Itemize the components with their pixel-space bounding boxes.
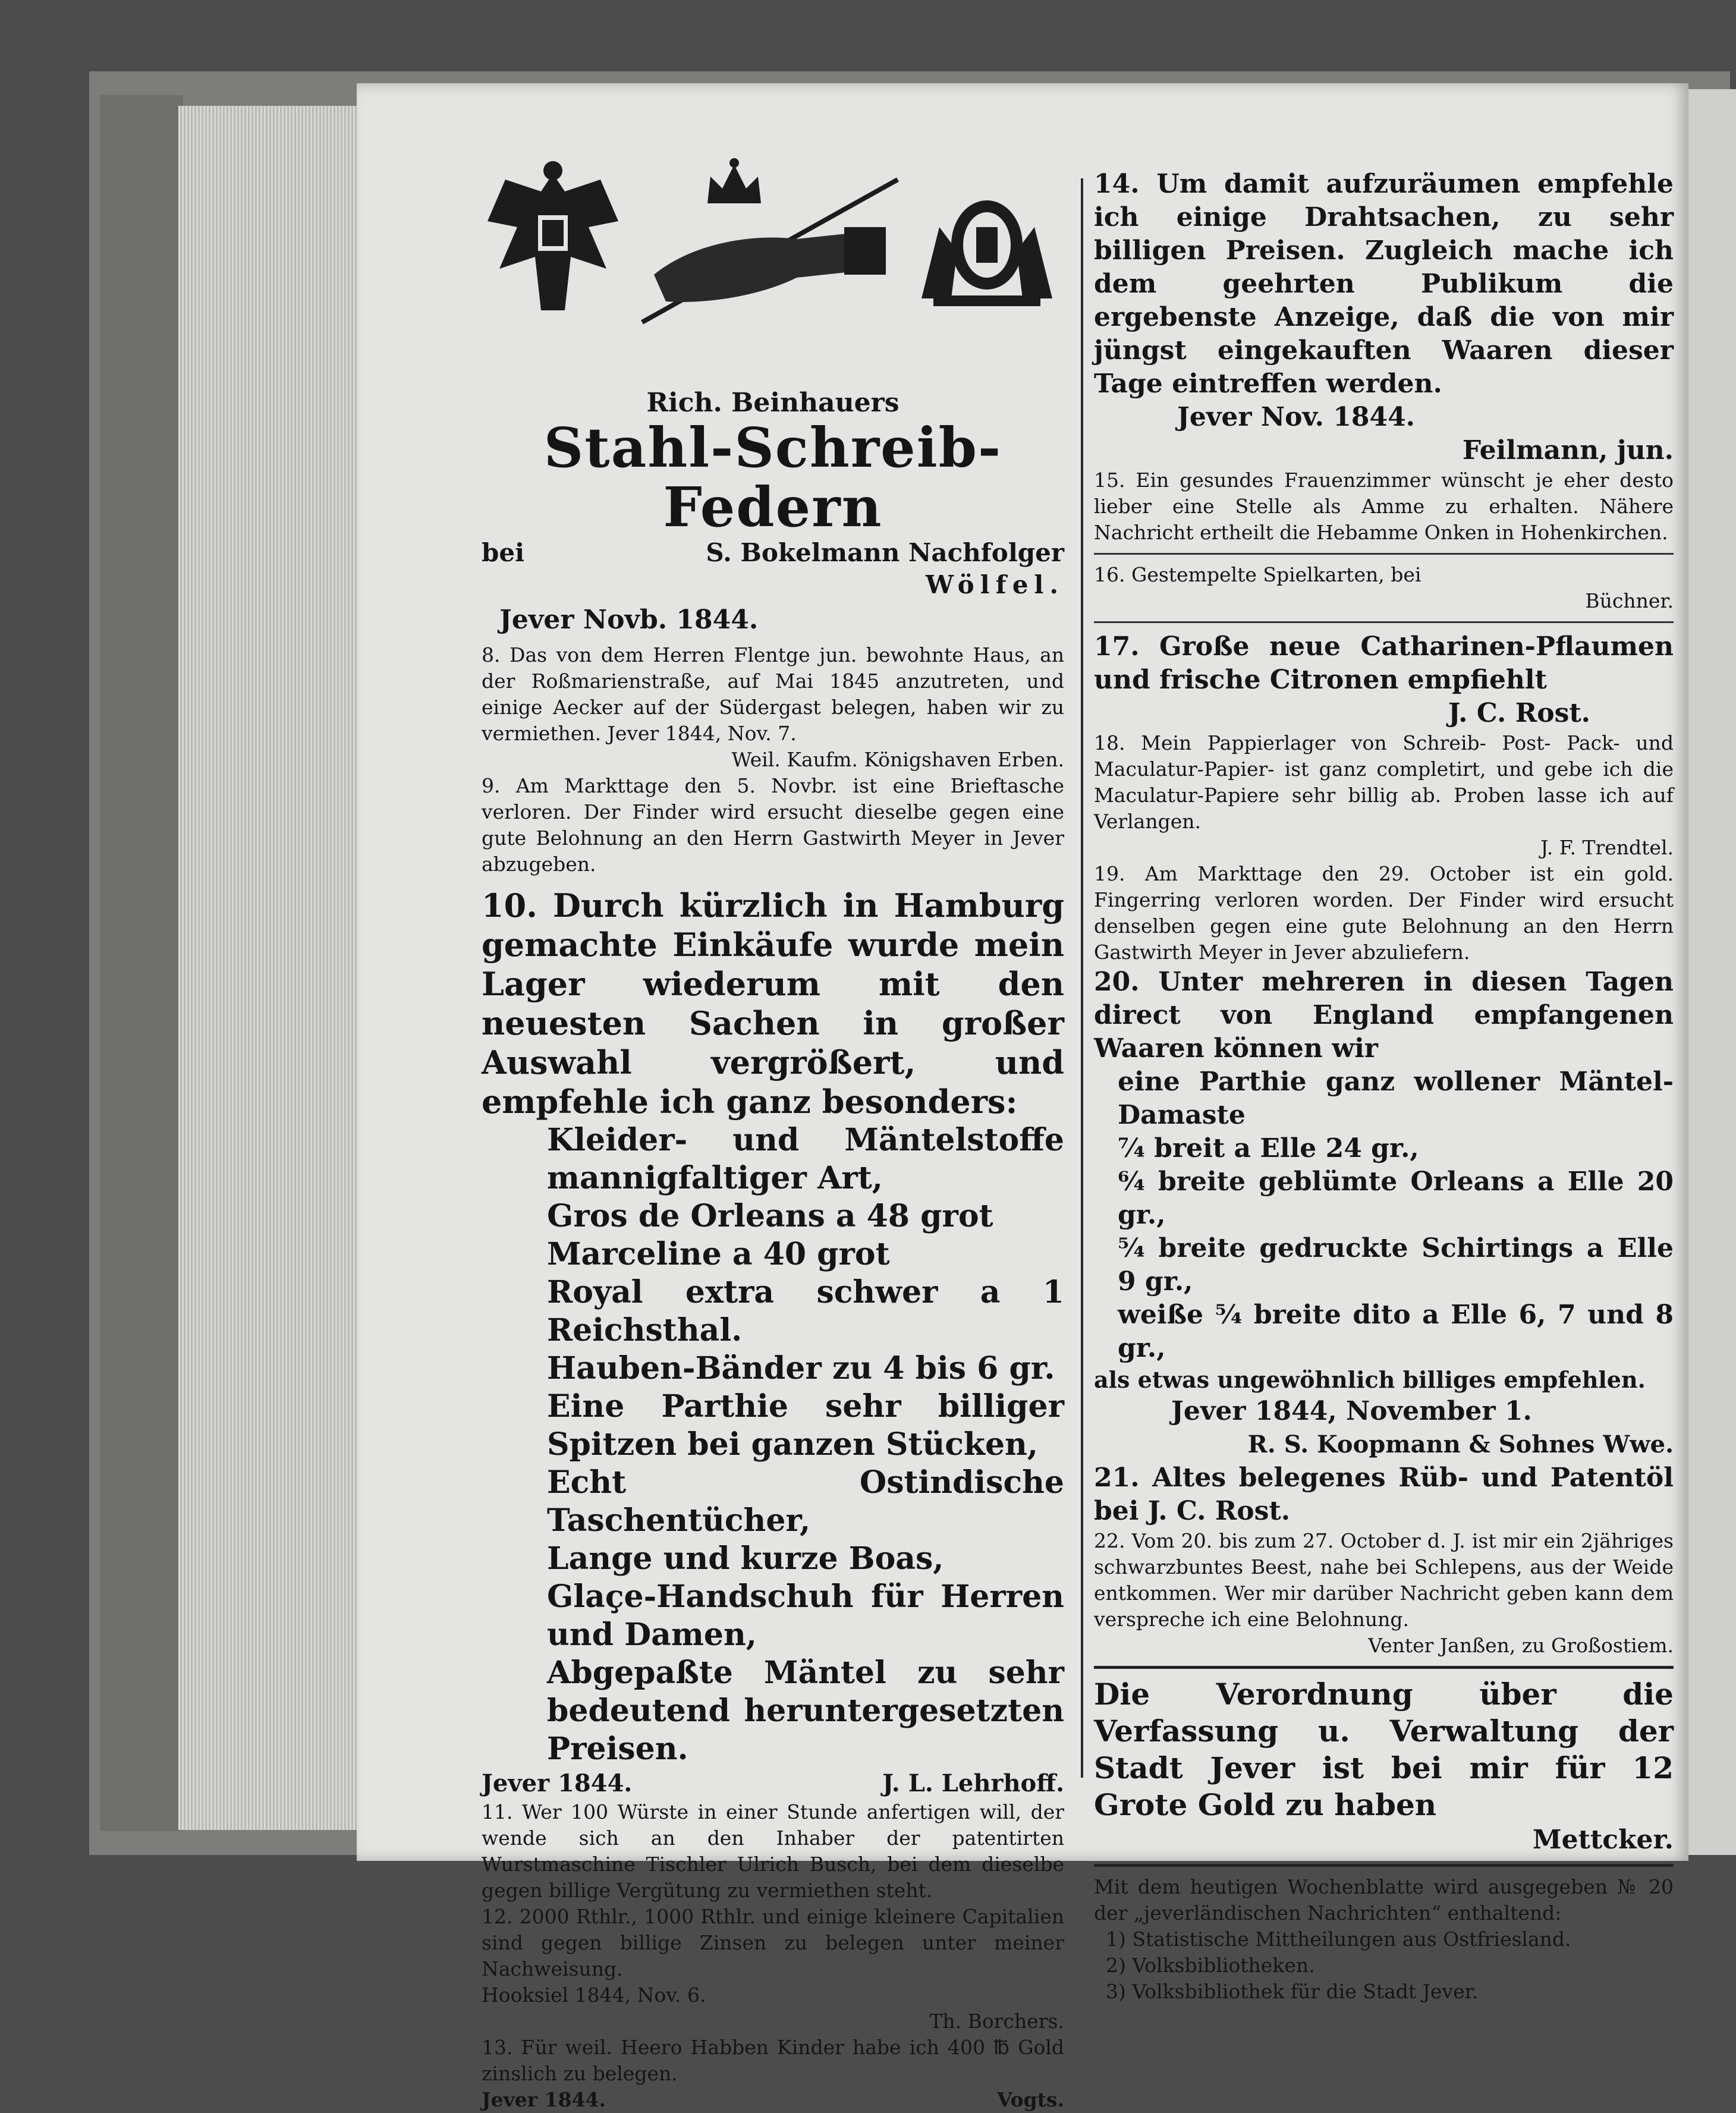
masthead-name: Rich. Beinhauers bbox=[646, 388, 900, 418]
masthead-date: Jever Novb. 1844. bbox=[499, 605, 759, 635]
list-item: Glaçe-Handschuh für Herren und Damen, bbox=[547, 1579, 1064, 1653]
notice-22: 22. Vom 20. bis zum 27. October d. J. ist mir ein 2jähriges schwarzbuntes Beest, nahe bei Schlepens, aus der Weide entkommen. Wer mir darüber Nachricht geben kann dem verspreche ich eine Belohnung. bbox=[1094, 1529, 1674, 1631]
notice-9: 9. Am Markttage den 5. Novbr. ist eine Brieftasche verloren. Der Finder wird ersucht dieselbe gegen eine gute Belohnung an den Herrn Gastwirth Meyer in Jever abzugeben. bbox=[482, 774, 1064, 876]
masthead-bei: bei bbox=[482, 538, 525, 567]
list-item: Royal extra schwer a 1 Reichsthal. bbox=[547, 1274, 1064, 1348]
masthead-title: Stahl-Schreib-Federn bbox=[543, 416, 1002, 539]
list-item: Gros de Orleans a 48 grot bbox=[547, 1198, 993, 1234]
left-column bbox=[482, 156, 1064, 2113]
list-item: eine Parthie ganz wollener Mäntel-Damaste bbox=[1118, 1067, 1674, 1130]
list-item: 2) Volksbibliotheken. bbox=[1106, 1954, 1315, 1977]
writing-hand-icon bbox=[618, 174, 904, 328]
notice-10-place: Jever 1844. bbox=[482, 1769, 633, 1797]
list-item: Hauben-Bänder zu 4 bis 6 gr. bbox=[547, 1350, 1055, 1386]
notice-21: 21. Altes belegenes Rüb- und Patentöl bei J. C. Rost. bbox=[1094, 1463, 1674, 1526]
list-item: weiße ⁵⁄₄ breite dito a Elle 6, 7 und 8 gr., bbox=[1118, 1300, 1674, 1363]
notice-12-place: Hooksiel 1844, Nov. 6. bbox=[482, 1983, 706, 2007]
notice-10-signature: J. L. Lehrhoff. bbox=[882, 1769, 1064, 1797]
masthead-seller: S. Bokelmann Nachfolger bbox=[706, 538, 1064, 567]
notice-16: 16. Gestempelte Spielkarten, bei bbox=[1094, 563, 1421, 586]
divider bbox=[1094, 1864, 1674, 1867]
notice-18-signature: J. F. Trendtel. bbox=[1540, 836, 1674, 859]
cover-board bbox=[100, 95, 183, 1831]
notice-20: 20. Unter mehreren in diesen Tagen direct von England empfangenen Waaren können wir bbox=[1094, 967, 1674, 1064]
divider bbox=[1094, 1666, 1674, 1669]
right-column bbox=[1094, 168, 1674, 2005]
notice-19: 19. Am Markttage den 29. October ist ein gold. Fingerring verloren worden. Der Finder wird ersucht denselben gegen eine gute Belohnung an den Herrn Gastwirth Meyer in Jever abzuliefern. bbox=[1094, 862, 1674, 964]
masthead-seller-row bbox=[482, 537, 1064, 569]
notice-10-signature-row bbox=[482, 1768, 1064, 1799]
verordnung-signature: Mettcker. bbox=[1532, 1825, 1674, 1855]
list-item: 3) Volksbibliothek für die Stadt Jever. bbox=[1106, 1980, 1479, 2003]
list-item: Lange und kurze Boas, bbox=[547, 1540, 944, 1577]
next-page-edge bbox=[1688, 89, 1736, 1855]
notice-8-signature: Weil. Kaufm. Königshaven Erben. bbox=[731, 748, 1064, 771]
notice-15: 15. Ein gesundes Frauenzimmer wünscht je eher desto lieber eine Stelle als Amme zu erhalten. Nähere Nachricht ertheilt die Hebamme Onken in Hohenkirchen. bbox=[1094, 468, 1674, 544]
list-item: ⁷⁄₄ breit a Elle 24 gr., bbox=[1118, 1133, 1419, 1164]
notice-12-signature: Th. Borchers. bbox=[929, 2010, 1064, 2033]
list-item: Echt Ostindische Taschentücher, bbox=[547, 1464, 1064, 1539]
notice-20-tail: als etwas ungewöhnlich billiges empfehlen. bbox=[1094, 1366, 1646, 1393]
list-item: 1) Statistische Mittheilungen aus Ostfriesland. bbox=[1106, 1928, 1571, 1951]
notice-14-signature: Feilmann, jun. bbox=[1462, 435, 1674, 466]
divider bbox=[1094, 621, 1674, 623]
list-item: Abgepaßte Mäntel zu sehr bedeutend heruntergesetzten Preisen. bbox=[547, 1655, 1064, 1767]
notice-11: 11. Wer 100 Würste in einer Stunde anfertigen will, der wende sich an den Inhaber der patentirten Wurstmaschine Tischler Ulrich Busch, bei dem dieselbe gegen billige Vergütung zu vermiethen steht. bbox=[482, 1800, 1064, 1902]
notice-12: 12. 2000 Rthlr., 1000 Rthlr. und einige kleinere Capitalien sind gegen billige Zinsen zu belegen unter meiner Nachweisung. bbox=[482, 1905, 1064, 1980]
double-eagle-emblem-icon bbox=[482, 156, 624, 322]
notice-17-signature: J. C. Rost. bbox=[1448, 698, 1590, 728]
page-edges bbox=[178, 106, 369, 1830]
notice-20-signature: R. S. Koopmann & Sohnes Wwe. bbox=[1247, 1430, 1674, 1458]
masthead bbox=[482, 156, 1064, 382]
notice-10-list bbox=[482, 1121, 1064, 1768]
notice-16-signature: Büchner. bbox=[1585, 589, 1674, 612]
notice-13-signature-row bbox=[482, 2087, 1064, 2113]
notice-22-signature: Venter Janßen, zu Großostiem. bbox=[1368, 1634, 1674, 1657]
notice-13-signature: Vogts. bbox=[997, 2088, 1064, 2111]
footer-intro: Mit dem heutigen Wochenblatte wird ausgegeben № 20 der „jeverländischen Nachrichten“ enthaltend: bbox=[1094, 1875, 1674, 1925]
verordnung-notice: Die Verordnung über die Verfassung u. Verwaltung der Stadt Jever ist bei mir für 12 Grote Gold zu haben bbox=[1094, 1677, 1674, 1822]
masthead-woelfel: Wölfel. bbox=[925, 570, 1064, 599]
notice-17: 17. Große neue Catharinen-Pflaumen und frische Citronen empfiehlt bbox=[1094, 631, 1674, 695]
divider bbox=[1094, 553, 1674, 555]
notice-20-list bbox=[1094, 1065, 1674, 1365]
column-rule bbox=[1081, 178, 1083, 1778]
notice-8: 8. Das von dem Herren Flentge jun. bewohnte Haus, an der Roßmarienstraße, auf Mai 1845 anzutreten, und einige Aecker auf der Südergast belegen, haben wir zu vermiethen. Jever 1844, Nov. 7. bbox=[482, 643, 1064, 745]
notice-20-date: Jever 1844, November 1. bbox=[1171, 1396, 1532, 1426]
list-item: Eine Parthie sehr billiger Spitzen bei ganzen Stücken, bbox=[547, 1388, 1064, 1463]
notice-14: 14. Um damit aufzuräumen empfehle ich einige Drahtsachen, zu sehr billigen Preisen. Zugleich mache ich dem geehrten Publikum die ergebenste Anzeige, daß die von mir jüngst eingekauften Waaren dieser Tage eintreffen werden. bbox=[1094, 169, 1674, 399]
notice-13: 13. Für weil. Heero Habben Kinder habe ich 400 ℔ Gold zinslich zu belegen. bbox=[482, 2036, 1064, 2085]
list-item: ⁶⁄₄ breite geblümte Orleans a Elle 20 gr., bbox=[1118, 1166, 1674, 1230]
list-item: Marceline a 40 grot bbox=[547, 1236, 890, 1272]
list-item: Kleider- und Mäntelstoffe mannigfaltiger Art, bbox=[547, 1122, 1064, 1196]
notice-13-place: Jever 1844. bbox=[482, 2088, 606, 2111]
notice-18: 18. Mein Pappierlager von Schreib- Post- Pack- und Maculatur-Papier- ist ganz completirt, und gebe ich die Maculatur-Papiere sehr billig ab. Proben lasse ich auf Verlangen. bbox=[1094, 731, 1674, 833]
list-item: ⁵⁄₄ breite gedruckte Schirtings a Elle 9 gr., bbox=[1118, 1233, 1674, 1297]
notice-10: 10. Durch kürzlich in Hamburg gemachte Einkäufe wurde mein Lager wiederum mit den neuesten Sachen in großer Auswahl vergrößert, und empfehle ich ganz besonders: bbox=[482, 886, 1064, 1121]
notice-14-date: Jever Nov. 1844. bbox=[1177, 402, 1415, 432]
royal-arms-icon bbox=[910, 180, 1064, 310]
